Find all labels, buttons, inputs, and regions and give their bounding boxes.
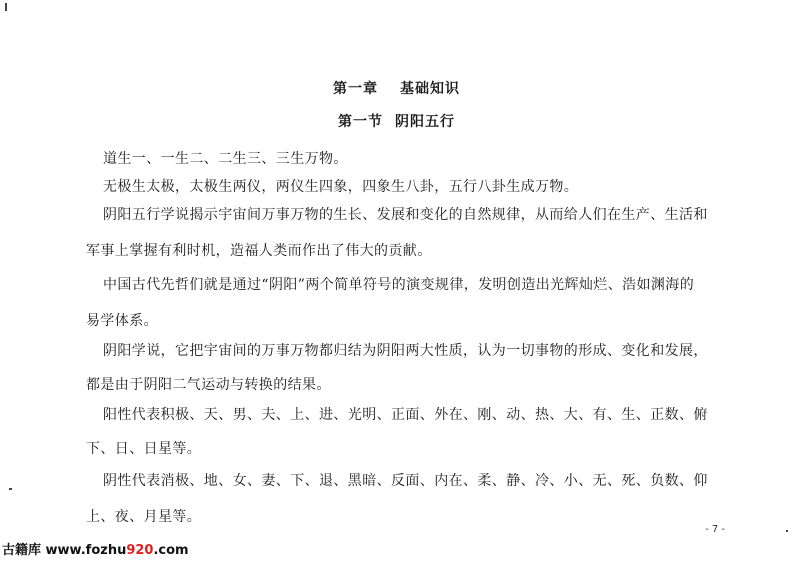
watermark-suffix: .com xyxy=(153,543,189,558)
body-line: 无极生太极，太极生两仪，两仪生四象，四象生八卦，五行八卦生成万物。 xyxy=(103,179,579,195)
body-line: 阴阳学说，它把宇宙间的万事万物都归结为阴阳两大性质，认为一切事物的形成、变化和发展， xyxy=(103,343,708,359)
body-line: 都是由于阴阳二气运动与转换的结果。 xyxy=(86,377,331,393)
page-number: - 7 - xyxy=(705,524,725,535)
body-line: 中国古代先哲们就是通过“阴阳”两个简单符号的演变规律，发明创造出光辉灿烂、浩如渊海的 xyxy=(103,277,695,293)
body-line: 道生一、一生二、二生三、三生万物。 xyxy=(103,151,348,167)
body-line: 易学体系。 xyxy=(86,313,158,329)
body-line: 阴性代表消极、地、女、妻、下、退、黑暗、反面、内在、柔、静、冷、小、无、死、负数、仰 xyxy=(103,473,708,489)
body-line: 阳性代表积极、天、男、夫、上、进、光明、正面、外在、刚、动、热、大、有、生、正数、俯 xyxy=(103,407,708,423)
body-line: 下、日、日星等。 xyxy=(86,441,202,457)
scan-speck xyxy=(5,3,7,11)
site-watermark xyxy=(2,539,189,558)
section-label: 第一节 xyxy=(338,114,383,130)
watermark-number: 920 xyxy=(126,543,154,558)
body-line: 阴阳五行学说揭示宇宙间万事万物的生长、发展和变化的自然规律，从而给人们在生产、生活和 xyxy=(103,207,708,223)
chapter-label: 第一章 xyxy=(333,81,378,97)
body-line: 上、夜、月星等。 xyxy=(86,509,202,525)
section-title: 阴阳五行 xyxy=(395,114,455,130)
watermark-prefix: 古籍库 www.fozhu xyxy=(2,543,127,558)
scan-speck xyxy=(9,488,12,490)
chapter-title: 基础知识 xyxy=(400,81,460,97)
section-heading xyxy=(0,111,793,131)
body-line: 军事上掌握有利时机，造福人类而作出了伟大的贡献。 xyxy=(86,243,432,259)
scan-speck xyxy=(786,530,788,532)
chapter-heading xyxy=(0,78,793,98)
